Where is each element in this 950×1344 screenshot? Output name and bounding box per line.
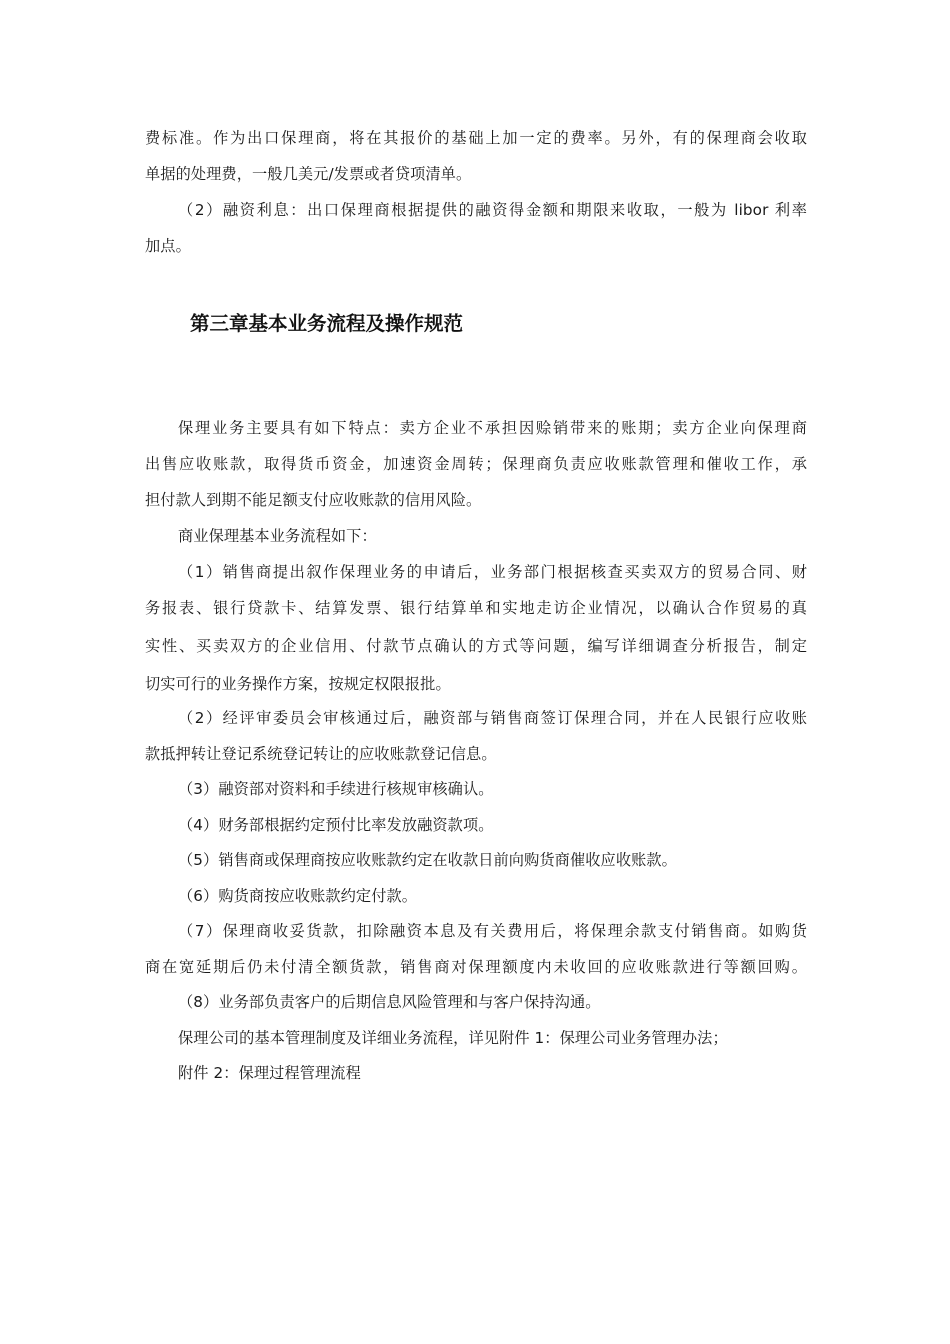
paragraph-line: 保理公司的基本管理制度及详细业务流程，详见附件 1：保理公司业务管理办法； xyxy=(178,1029,728,1047)
paragraph-line: 单据的处理费，一般几美元/发票或者贷项清单。 xyxy=(145,165,472,183)
paragraph-line: 加点。 xyxy=(145,237,191,255)
chapter-heading: 第三章基本业务流程及操作规范 xyxy=(190,312,464,335)
paragraph-line: （3）融资部对资料和手续进行核规审核确认。 xyxy=(178,780,494,798)
paragraph-line: 实性、买卖双方的企业信用、付款节点确认的方式等问题，编写详细调查分析报告，制定 xyxy=(145,637,807,655)
paragraph-line: 切实可行的业务操作方案，按规定权限报批。 xyxy=(145,675,451,693)
paragraph-line: 商在宽延期后仍未付清全额货款，销售商对保理额度内未收回的应收账款进行等额回购。 xyxy=(145,958,807,976)
paragraph-line: 务报表、银行贷款卡、结算发票、银行结算单和实地走访企业情况，以确认合作贸易的真 xyxy=(145,599,807,617)
paragraph-line: 担付款人到期不能足额支付应收账款的信用风险。 xyxy=(145,491,482,509)
paragraph-line: （2）经评审委员会审核通过后，融资部与销售商签订保理合同，并在人民银行应收账 xyxy=(178,709,807,727)
paragraph-line: 附件 2：保理过程管理流程 xyxy=(178,1064,361,1082)
paragraph-line: （7）保理商收妥货款，扣除融资本息及有关费用后，将保理余款支付销售商。如购货 xyxy=(178,922,807,940)
paragraph-line: （5）销售商或保理商按应收账款约定在收款日前向购货商催收应收账款。 xyxy=(178,851,677,869)
paragraph-line: （4）财务部根据约定预付比率发放融资款项。 xyxy=(178,816,494,834)
paragraph-line: 商业保理基本业务流程如下： xyxy=(178,527,377,545)
paragraph-line: （1）销售商提出叙作保理业务的申请后，业务部门根据核查买卖双方的贸易合同、财 xyxy=(178,563,807,581)
paragraph-line: 款抵押转让登记系统登记转让的应收账款登记信息。 xyxy=(145,745,497,763)
paragraph-line: （2）融资利息：出口保理商根据提供的融资得金额和期限来收取，一般为 libor 利率 xyxy=(178,201,807,219)
paragraph-line: （8）业务部负责客户的后期信息风险管理和与客户保持沟通。 xyxy=(178,993,601,1011)
paragraph-line: 费标准。作为出口保理商，将在其报价的基础上加一定的费率。另外，有的保理商会收取 xyxy=(145,129,807,147)
paragraph-line: 出售应收账款，取得货币资金，加速资金周转；保理商负责应收账款管理和催收工作，承 xyxy=(145,455,807,473)
paragraph-line: （6）购货商按应收账款约定付款。 xyxy=(178,887,418,905)
paragraph-line: 保理业务主要具有如下特点：卖方企业不承担因赊销带来的账期；卖方企业向保理商 xyxy=(178,419,807,437)
